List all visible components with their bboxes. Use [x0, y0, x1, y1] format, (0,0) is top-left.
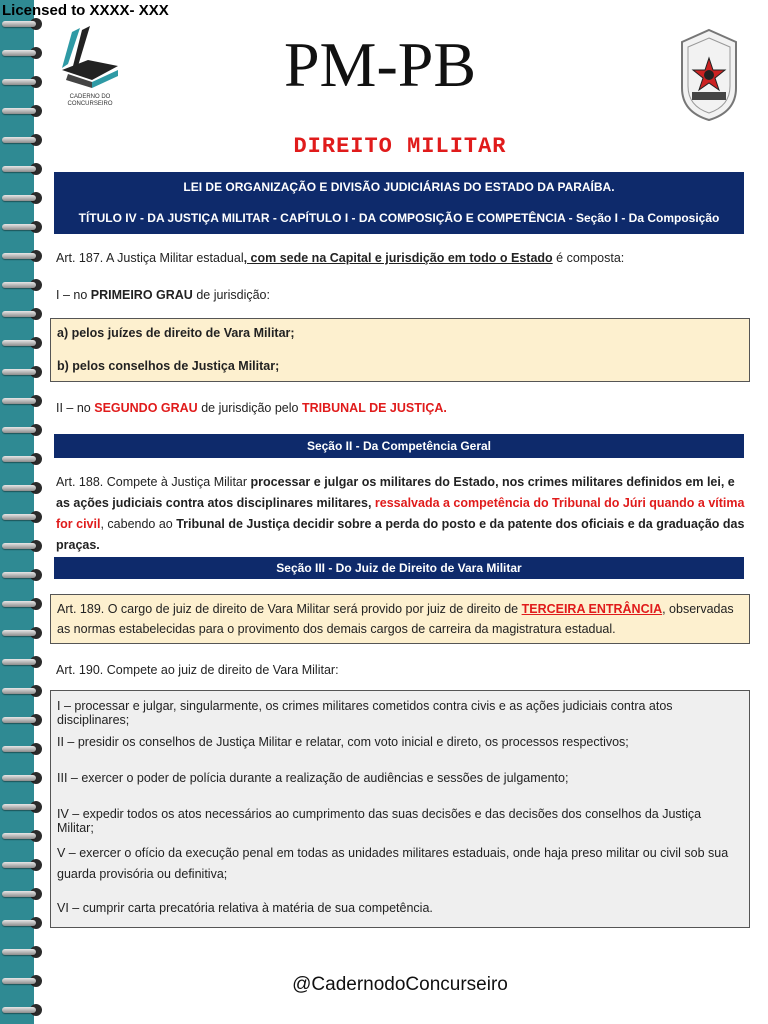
list-item: VI – cumprir carta precatória relativa à matéria de sua competência. — [57, 901, 433, 915]
spiral-ring — [0, 424, 44, 436]
list-item: III – exercer o poder de polícia durante a realização de audiências e sessões de julgamento; — [57, 771, 569, 785]
item-b: b) pelos conselhos de Justiça Militar; — [57, 359, 280, 373]
spiral-ring — [0, 250, 44, 262]
banner-line-2: TÍTULO IV - DA JUSTIÇA MILITAR - CAPÍTULO I - DA COMPOSIÇÃO E COMPETÊNCIA - Seção I - Da Composição — [78, 211, 720, 225]
spiral-ring — [0, 47, 44, 59]
caderno-logo — [58, 24, 122, 116]
spiral-ring — [0, 685, 44, 697]
spiral-ring — [0, 656, 44, 668]
spiral-ring — [0, 1004, 44, 1016]
spiral-ring — [0, 917, 44, 929]
section-3-header: Seção III - Do Juiz de Direito de Vara Militar — [54, 557, 744, 579]
spiral-ring — [0, 76, 44, 88]
spiral-ring — [0, 482, 44, 494]
spiral-ring — [0, 163, 44, 175]
list-item: I – processar e julgar, singularmente, os crimes militares cometidos contra civis e as ações judiciais contra atos disciplinares; — [57, 699, 673, 727]
police-shield-icon — [678, 28, 740, 122]
spiral-ring — [0, 569, 44, 581]
spiral-ring — [0, 337, 44, 349]
spiral-ring — [0, 975, 44, 987]
first-degree: I – no PRIMEIRO GRAU de jurisdição: — [56, 288, 270, 302]
item-a: a) pelos juízes de direito de Vara Militar; — [57, 326, 295, 340]
section-2-header: Seção II - Da Competência Geral — [54, 434, 744, 458]
second-degree: II – no SEGUNDO GRAU de jurisdição pelo TRIBUNAL DE JUSTIÇA. — [56, 401, 447, 415]
spiral-ring — [0, 192, 44, 204]
spiral-binding — [0, 0, 48, 1024]
logo-caption: CADERNO DO CONCURSEIRO — [67, 94, 113, 107]
spiral-ring — [0, 395, 44, 407]
spiral-ring — [0, 946, 44, 958]
spiral-ring — [0, 18, 44, 30]
spiral-ring — [0, 134, 44, 146]
list-item: V – exercer o ofício da execução penal em todas as unidades militares estaduais, onde haja preso militar ou civil sob sua guarda provisória ou definitiva; — [57, 846, 729, 881]
spiral-ring — [0, 366, 44, 378]
spiral-ring — [0, 627, 44, 639]
spiral-ring — [0, 221, 44, 233]
art-189: Art. 189. O cargo de juiz de direito de Vara Militar será provido por juiz de direito de TERCEIRA ENTRÂNCIA, observadas as normas estabelecidas para o provimento dos demais cargos de carreira da magistratura estadual. — [57, 602, 734, 636]
list-item: II – presidir os conselhos de Justiça Militar e relatar, com voto inicial e direto, os processos respectivos; — [57, 735, 629, 749]
spiral-ring — [0, 511, 44, 523]
spiral-ring — [0, 888, 44, 900]
art-188: Art. 188. Compete à Justiça Militar processar e julgar os militares do Estado, nos crimes militares definidos em lei, e as ações judiciais contra atos disciplinares militares, ressalvada a competência do Tribunal do Júri quando a vítima for civil, cabendo ao Tribunal de Justiça decidir sobre a perda do posto e da patente dos oficiais e da graduação das praças. — [56, 475, 745, 552]
page-title: PM-PB — [283, 29, 477, 100]
spiral-ring — [0, 714, 44, 726]
art-190: Art. 190. Compete ao juiz de direito de Vara Militar: — [56, 663, 339, 677]
spiral-ring — [0, 453, 44, 465]
spiral-ring — [0, 598, 44, 610]
subject-title: DIREITO MILITAR — [293, 134, 507, 159]
spiral-ring — [0, 540, 44, 552]
pm-badge — [678, 28, 740, 122]
spiral-ring — [0, 308, 44, 320]
license-watermark: Licensed to XXXX- XXX — [2, 2, 169, 19]
spiral-ring — [0, 105, 44, 117]
spiral-ring — [0, 279, 44, 291]
first-degree-box — [50, 318, 750, 382]
spiral-ring — [0, 859, 44, 871]
art-189-box — [50, 594, 750, 644]
spiral-ring — [0, 772, 44, 784]
spiral-ring — [0, 743, 44, 755]
law-banner — [54, 172, 744, 234]
spiral-ring — [0, 830, 44, 842]
banner-line-1: LEI DE ORGANIZAÇÃO E DIVISÃO JUDICIÁRIAS DO ESTADO DA PARAÍBA. — [183, 180, 615, 194]
art-190-list — [50, 690, 750, 928]
footer-handle: @CadernodoConcurseiro — [292, 974, 508, 995]
art-187: Art. 187. A Justiça Militar estadual, com sede na Capital e jurisdição em todo o Estado é composta: — [56, 251, 625, 265]
list-item: IV – expedir todos os atos necessários ao cumprimento das suas decisões e das decisões dos conselhos da Justiça Militar; — [57, 807, 702, 835]
book-logo-icon — [58, 24, 122, 94]
spiral-ring — [0, 801, 44, 813]
